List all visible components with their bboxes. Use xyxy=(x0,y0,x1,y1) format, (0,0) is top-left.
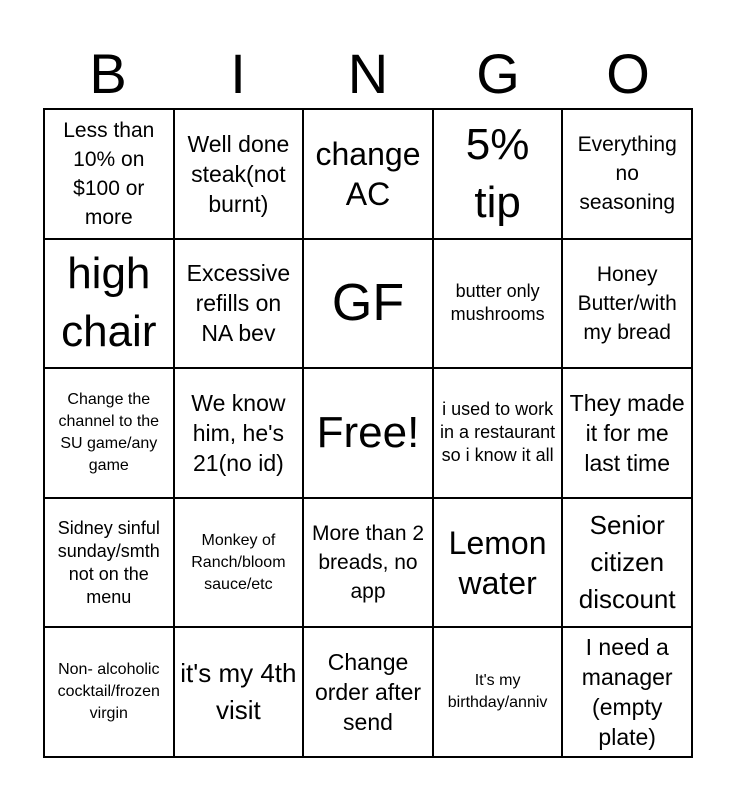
bingo-cell[interactable]: i used to work in a restaurant so i know it all xyxy=(433,368,563,498)
bingo-cell[interactable]: Monkey of Ranch/bloom sauce/etc xyxy=(174,498,304,628)
bingo-cell[interactable]: 5% tip xyxy=(433,109,563,239)
bingo-cell[interactable]: Less than 10% on $100 or more xyxy=(44,109,174,239)
bingo-cell[interactable]: butter only mushrooms xyxy=(433,239,563,369)
bingo-cell[interactable]: GF xyxy=(303,239,433,369)
bingo-cell[interactable]: They made it for me last time xyxy=(562,368,692,498)
bingo-cell[interactable]: Non- alcoholic cocktail/frozen virgin xyxy=(44,627,174,757)
bingo-cell[interactable]: high chair xyxy=(44,239,174,369)
header-letter-g: G xyxy=(476,42,520,105)
bingo-header xyxy=(43,40,693,108)
header-letter-o: O xyxy=(606,42,650,105)
bingo-cell[interactable]: I need a manager (empty plate) xyxy=(562,627,692,757)
bingo-cell[interactable]: We know him, he's 21(no id) xyxy=(174,368,304,498)
bingo-cell[interactable]: Excessive refills on NA bev xyxy=(174,239,304,369)
bingo-cell[interactable]: change AC xyxy=(303,109,433,239)
bingo-cell[interactable]: Well done steak(not burnt) xyxy=(174,109,304,239)
bingo-cell[interactable]: Free! xyxy=(303,368,433,498)
header-letter-b: B xyxy=(89,42,127,105)
bingo-cell[interactable]: It's my birthday/anniv xyxy=(433,627,563,757)
bingo-cell[interactable]: Everything no seasoning xyxy=(562,109,692,239)
bingo-cell[interactable]: Lemon water xyxy=(433,498,563,628)
bingo-cell[interactable]: Change order after send xyxy=(303,627,433,757)
header-letter-i: I xyxy=(230,42,246,105)
bingo-cell[interactable]: More than 2 breads, no app xyxy=(303,498,433,628)
bingo-cell[interactable]: Senior citizen discount xyxy=(562,498,692,628)
bingo-cell[interactable]: Change the channel to the SU game/any game xyxy=(44,368,174,498)
header-letter-n: N xyxy=(347,42,389,105)
bingo-cell[interactable]: it's my 4th visit xyxy=(174,627,304,757)
bingo-cell[interactable]: Honey Butter/with my bread xyxy=(562,239,692,369)
bingo-cell[interactable]: Sidney sinful sunday/smth not on the menu xyxy=(44,498,174,628)
bingo-grid xyxy=(43,108,693,758)
